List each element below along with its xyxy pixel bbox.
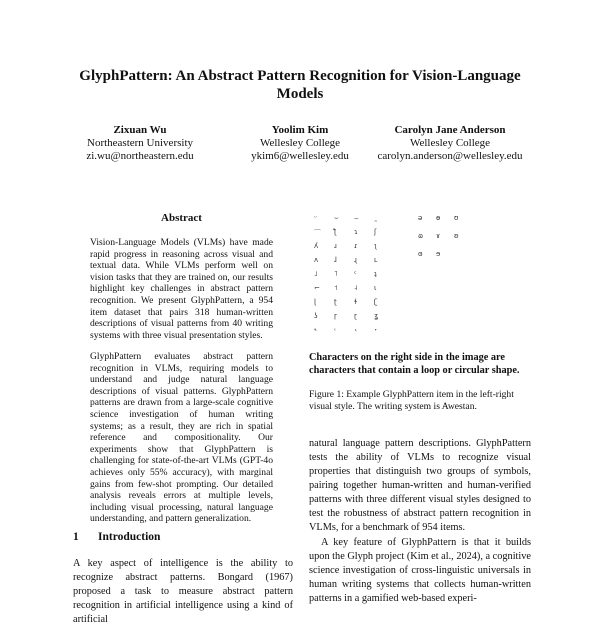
glyph-left: ɻ <box>354 256 357 264</box>
glyph-left: ɼ <box>334 312 337 320</box>
body-paragraph: A key feature of GlyphPattern is that it builds upon the Glyph project (Kim et al., 2024), a cognitive science investigation of cross-linguistic universals in human writing systems that collects human-written patterns in a gamified web-based experi- <box>309 537 531 604</box>
author-name: Carolyn Jane Anderson <box>394 124 506 136</box>
abstract-paragraph: Vision-Language Models (VLMs) have made rapid progress in reasoning across visual and textual data. While VLMs perform well on vision tasks that they are trained on, our results highlight key challenges in abstract pattern recognition. We present GlyphPattern, a 954 item dataset that pairs 318 human-written descriptions of visual patterns from 40 writing systems with three visual presentation styles. <box>90 237 273 341</box>
glyph-left: ʗ <box>374 298 378 306</box>
glyph-left: ʖ <box>314 312 318 320</box>
section-number: 1 <box>73 531 79 543</box>
glyph-left: ɽ <box>354 312 357 320</box>
glyph-left: ʓ <box>374 312 379 320</box>
paper-title: GlyphPattern: An Abstract Pattern Recognition for Vision-Language Models <box>79 68 521 102</box>
glyph-figure <box>310 208 530 338</box>
glyph-left: ˦ <box>334 284 338 292</box>
glyph-left: ˨ <box>354 284 358 292</box>
author-block <box>65 124 215 163</box>
author-email: ykim6@wellesley.edu <box>251 150 349 162</box>
author-email: carolyn.anderson@wellesley.edu <box>377 150 523 162</box>
glyph-left: ᶜ <box>354 270 357 278</box>
author-affiliation: Wellesley College <box>409 137 491 149</box>
glyph-left: ɺ <box>334 256 337 264</box>
glyph-left: ˷ <box>374 214 378 222</box>
glyph-left: ɹ <box>334 242 337 250</box>
glyph-left: ʅ <box>374 242 378 250</box>
glyph-right: ɤ <box>436 232 441 240</box>
glyph-left: ˕ <box>374 326 378 334</box>
intro-paragraph: A key aspect of intelligence is the ability to recognize abstract patterns. Bongard (1967) proposed a task to measure abstract pattern recognition in artificial intelligence using a kind of artificial <box>73 558 293 625</box>
glyph-right: ɵ <box>436 214 441 222</box>
figure-emphasis-text: Characters on the right side in the image are characters that contain a loop or circular shape. <box>309 352 520 376</box>
glyph-left: ɿ <box>354 228 358 236</box>
glyph-left: ⌒ <box>314 229 321 237</box>
author-affiliation: Northeastern University <box>87 137 193 149</box>
body-paragraph: natural language pattern descriptions. GlyphPattern tests the ability of VLMs to recognize visual properties that distinguish two groups of symbols, pairing together human-written and human-verified patterns with three different visual styles designed to test the robustness of abstract pattern recognition in VLMs, for a benchmark of 954 items. <box>309 438 531 533</box>
glyph-left: ʟ <box>374 256 378 264</box>
abstract-paragraph: GlyphPattern evaluates abstract pattern recognition in VLMs, requiring models to understand and judge natural language descriptions of visual patterns. GlyphPattern patterns are drawn from a large-scale cognitive science investigation of human writing systems; as a result, they are rich in spatial reference and compositionality. Our experiments show that GlyphPattern is challenging for state-of-the-art VLMs (GPT-4o achieves only 55% accuracy), with marginal gains from few-shot prompting. Our detailed analysis reveals errors at multiple levels, including visual processing, natural language understanding, and pattern generalization. <box>90 351 273 525</box>
glyph-right: ɞ <box>418 250 423 258</box>
glyph-right: ʊ <box>454 214 459 222</box>
glyph-left: ɭ <box>314 298 316 306</box>
glyph-left: ɩ <box>374 284 377 292</box>
glyph-left: ˔ <box>354 326 358 334</box>
author-name: Zixuan Wu <box>113 124 167 136</box>
glyph-left: ⌣ <box>334 214 339 222</box>
abstract-heading: Abstract <box>161 212 202 224</box>
author-affiliation: Wellesley College <box>259 137 341 149</box>
glyph-left: ɬ <box>354 298 358 306</box>
author-block <box>365 124 535 163</box>
glyph-left: ˞ <box>314 326 317 334</box>
glyph-left: ⌢ <box>354 214 359 222</box>
glyph-right: ɘ <box>436 250 441 258</box>
glyph-left: ⌐ <box>314 284 320 292</box>
section-title: Introduction <box>98 531 161 543</box>
glyph-left: ʈ <box>334 298 337 306</box>
glyph-left: ʇ <box>374 270 377 278</box>
glyph-left: ᵕ <box>314 214 317 222</box>
author-block <box>225 124 375 163</box>
glyph-left: ɾ <box>354 242 358 250</box>
glyph-left: ˥ <box>334 270 338 278</box>
glyph-left: ˓ <box>334 326 337 334</box>
glyph-right: ə <box>418 214 423 222</box>
glyph-left: ˩ <box>314 270 318 278</box>
glyph-left: ƪ <box>334 228 337 236</box>
author-email: zi.wu@northeastern.edu <box>86 150 194 162</box>
author-name: Yoolim Kim <box>271 124 329 136</box>
glyph-right: ʚ <box>454 232 459 240</box>
section-heading <box>73 531 160 543</box>
figure-caption: Figure 1: Example GlyphPattern item in the left-right visual style. The writing system is Awestan. <box>309 389 514 412</box>
glyph-left: ʃ <box>374 228 377 236</box>
glyph-left: ʌ <box>314 256 319 264</box>
glyph-left: ʎ <box>314 242 319 250</box>
glyph-right: ɷ <box>418 232 424 240</box>
